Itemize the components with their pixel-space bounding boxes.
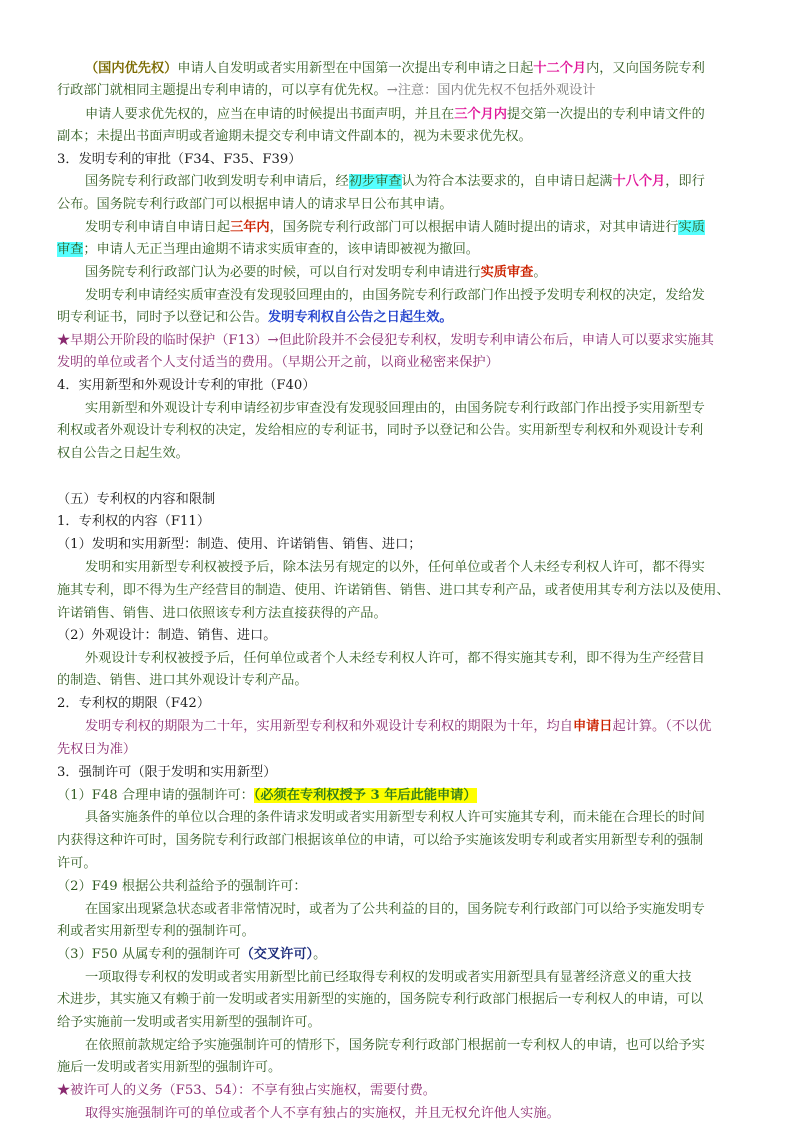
highlight-three-years-after-grant: （必须在专利权授予 3 年后此能申请）: [253, 788, 477, 803]
section-heading: 3．发明专利的审批（F34、F35、F39）: [57, 152, 302, 167]
section-heading: 4．实用新型和外观设计专利的审批（F40）: [57, 378, 316, 393]
text-line: 副本；未提出书面声明或者逾期未提交专利申请文件副本的，视为未要求优先权。: [57, 129, 532, 144]
text-line: 发明专利权的期限为二十年，实用新型专利权和外观设计专利权的期限为十年，均自申请日起计算。（不以优: [85, 719, 712, 734]
highlight-filing-date: 申请日: [572, 719, 613, 734]
section-heading: 1．专利权的内容（F11）: [57, 514, 211, 529]
highlight-preliminary-exam: 初步审查: [348, 174, 402, 189]
text-line: 在依照前款规定给予实施强制许可的情形下，国务院专利行政部门根据前一专利权人的申请，也可以给予实: [85, 1038, 705, 1053]
sub-heading: （2）F49 根据公共利益给予的强制许可：: [57, 879, 307, 894]
highlight-substantive: 实质: [678, 220, 705, 235]
text-line: 明专利证书，同时予以登记和公告。发明专利权自公告之日起生效。: [57, 310, 453, 325]
text-line: 施其专利，即不得为生产经营目的制造、使用、许诺销售、销售、进口其专利产品，或者使用其专利方法以及使用、: [57, 583, 730, 598]
highlight-eighteen-months: 十八个月: [612, 174, 666, 189]
note-text: →注意：国内优先权不包括外观设计: [386, 83, 596, 98]
text-line: 在国家出现紧急状态或者非常情况时，或者为了公共利益的目的，国务院专利行政部门可以给予实施发明专: [85, 902, 705, 917]
text-line: 公布。国务院专利行政部门可以根据申请人的请求早日公布其申请。: [57, 197, 453, 212]
text-line: 许可。: [57, 856, 97, 871]
sub-heading: （2）外观设计：制造、销售、进口。: [57, 628, 277, 643]
highlight-three-months: 三个月内: [454, 107, 507, 122]
section-heading: 3．强制许可（限于发明和实用新型）: [57, 765, 277, 780]
highlight-twelve-months: 十二个月: [533, 61, 587, 76]
text-line: 利权或者外观设计专利权的决定，发给相应的专利证书，同时予以登记和公告。实用新型专利权和外观设计专利: [57, 423, 704, 438]
text-line: 国务院专利行政部门认为必要的时候，可以自行对发明专利申请进行实质审查。: [85, 265, 547, 280]
sub-heading: （1）发明和实用新型：制造、使用、许诺销售、销售、进口；: [57, 537, 422, 552]
text-line: 发明的单位或者个人支付适当的费用。（早期公开之前，以商业秘密来保护）: [57, 355, 499, 370]
text-line: 一项取得专利权的发明或者实用新型比前已经取得专利权的发明或者实用新型具有显著经济意义的重大技: [85, 970, 692, 985]
text-line: 内获得这种许可时，国务院专利行政部门根据该单位的申请，可以给予实施该发明专利或者实用新型专利的强制: [57, 833, 704, 848]
star-note: ★早期公开阶段的临时保护（F13）→但此阶段并不会侵犯专利权，发明专利申请公布后，申请人可以要求实施其: [57, 333, 714, 348]
text-line: 利或者实用新型专利的强制许可。: [57, 924, 255, 939]
highlight-three-years: 三年内: [230, 220, 270, 235]
term-domestic-priority: （国内优先权）: [85, 61, 178, 76]
text-line: 发明专利申请自申请日起三年内，国务院专利行政部门可以根据申请人随时提出的请求，对其申请进行实质: [85, 220, 705, 235]
text-line: 许诺销售、销售、进口依照该专利方法直接获得的产品。: [57, 606, 387, 621]
text-line: 先权日为准）: [57, 742, 137, 757]
text-line: 术进步，其实施又有赖于前一发明或者实用新型的实施的，国务院专利行政部门根据后一专利权人的申请，可以: [57, 992, 704, 1007]
text-line: 施后一发明或者实用新型的强制许可。: [57, 1060, 282, 1075]
text-line: 发明和实用新型专利权被授予后，除本法另有规定的以外，任何单位或者个人未经专利权人许可，都不得实: [85, 560, 705, 575]
text-line: 行政部门就相同主题提出专利申请的，可以享有优先权。→注意：国内优先权不包括外观设计: [57, 83, 596, 98]
text-line: 的制造、销售、进口其外观设计专利产品。: [57, 673, 308, 688]
text-line: 取得实施强制许可的单位或者个人不享有独占的实施权，并且无权允许他人实施。: [85, 1106, 560, 1121]
text-line: 国务院专利行政部门收到发明专利申请后，经初步审查认为符合本法要求的，自申请日起满十八个月，即行: [85, 174, 705, 189]
text-line: 具备实施条件的单位以合理的条件请求发明或者实用新型专利权人许可实施其专利，而未能在合理长的时间: [85, 810, 705, 825]
chapter-heading: （五）专利权的内容和限制: [57, 492, 216, 507]
text-line: 权自公告之日起生效。: [57, 446, 189, 461]
highlight-effective-date: 发明专利权自公告之日起生效。: [268, 310, 453, 325]
term-cross-license: （交叉许可）: [240, 947, 314, 962]
text-line: 申请人要求优先权的，应当在申请的时候提出书面声明，并且在三个月内提交第一次提出的专利申请文件的: [85, 107, 705, 122]
text-line: （国内优先权）申请人自发明或者实用新型在中国第一次提出专利申请之日起十二个月内，又向国务院专利: [85, 61, 705, 76]
section-heading: 2．专利权的期限（F42）: [57, 696, 211, 711]
text-line: 审查；申请人无正当理由逾期不请求实质审查的，该申请即被视为撤回。: [57, 242, 479, 257]
sub-heading: （3）F50 从属专利的强制许可（交叉许可）。: [57, 947, 327, 962]
text-line: 实用新型和外观设计专利申请经初步审查没有发现驳回理由的，由国务院专利行政部门作出授予实用新型专: [85, 401, 705, 416]
star-note: ★被许可人的义务（F53、54）：不享有独占实施权，需要付费。: [57, 1083, 436, 1098]
text-line: 给予实施前一发明或者实用新型的强制许可。: [57, 1015, 321, 1030]
text-line: 外观设计专利权被授予后，任何单位或者个人未经专利权人许可，都不得实施其专利，即不得为生产经营目: [85, 651, 705, 666]
text-line: 发明专利申请经实质审查没有发现驳回理由的，由国务院专利行政部门作出授予发明专利权的决定，发给发: [85, 288, 705, 303]
sub-heading: （1）F48 合理申请的强制许可：（必须在专利权授予 3 年后此能申请）: [57, 788, 477, 803]
highlight-substantive-exam: 实质审查: [480, 265, 534, 280]
